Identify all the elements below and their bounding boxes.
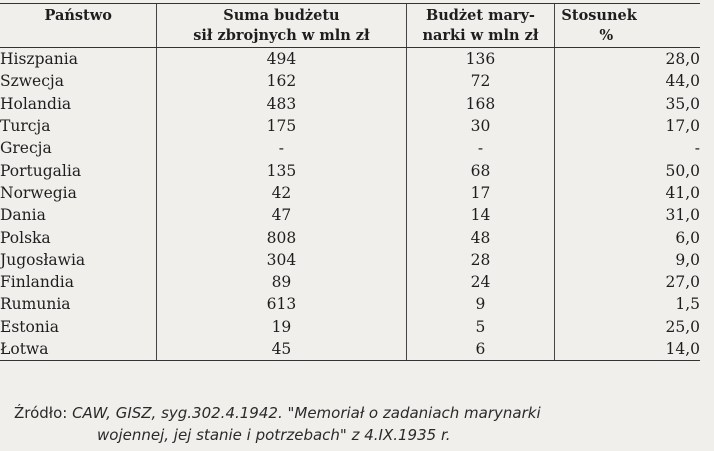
cell-country: Hiszpania xyxy=(0,50,78,69)
cell-country: Finlandia xyxy=(0,273,74,292)
table-row xyxy=(0,338,700,361)
header-ratio-line1: Stosunek xyxy=(561,7,637,24)
header-navy-budget xyxy=(406,4,555,48)
cell-navy-budget: 17 xyxy=(406,182,555,204)
cell-total-budget: - xyxy=(157,137,406,159)
cell-navy-budget: 24 xyxy=(406,271,555,293)
cell-navy-budget: 68 xyxy=(406,159,555,181)
cell-country: Portugalia xyxy=(0,161,82,180)
cell-ratio: 17,0 xyxy=(555,115,700,137)
cell-ratio: 1,5 xyxy=(555,293,700,315)
header-navy-line2: narki w mln zł xyxy=(422,27,539,44)
cell-country: Turcja xyxy=(0,117,51,136)
cell-ratio: 41,0 xyxy=(555,182,700,204)
cell-total-budget: 175 xyxy=(157,115,406,137)
cell-navy-budget: 136 xyxy=(406,48,555,71)
table-row xyxy=(0,316,700,338)
cell-country: Szwecja xyxy=(0,72,64,91)
source-note xyxy=(14,402,714,446)
cell-country: Łotwa xyxy=(0,338,157,361)
table-row xyxy=(0,293,700,315)
header-total-line1: Suma budżetu xyxy=(223,7,340,24)
cell-country: Grecja xyxy=(0,139,52,158)
cell-total-budget: 89 xyxy=(157,271,406,293)
table-row xyxy=(0,48,700,71)
cell-ratio: 31,0 xyxy=(555,204,700,226)
cell-ratio: 6,0 xyxy=(555,226,700,248)
cell-total-budget: 483 xyxy=(157,93,406,115)
table-row xyxy=(0,204,700,226)
header-country-label: Państwo xyxy=(44,7,112,24)
header-ratio xyxy=(555,4,700,48)
cell-ratio: 25,0 xyxy=(555,316,700,338)
header-country xyxy=(0,4,157,48)
cell-total-budget: 135 xyxy=(157,159,406,181)
table-body xyxy=(0,48,700,361)
table-header-row xyxy=(0,4,700,48)
cell-total-budget: 808 xyxy=(157,226,406,248)
cell-total-budget: 494 xyxy=(157,48,406,71)
cell-ratio: 14,0 xyxy=(555,338,700,361)
cell-country: Dania xyxy=(0,206,46,225)
cell-navy-budget: - xyxy=(406,137,555,159)
cell-navy-budget: 168 xyxy=(406,93,555,115)
cell-country: Polska xyxy=(0,228,51,247)
header-navy-line1: Budżet mary- xyxy=(425,7,535,24)
cell-total-budget: 613 xyxy=(157,293,406,315)
cell-navy-budget: 28 xyxy=(406,249,555,271)
cell-country: Rumunia xyxy=(0,295,71,314)
cell-country: Jugosławia xyxy=(0,250,86,269)
cell-ratio: 9,0 xyxy=(555,249,700,271)
cell-navy-budget: 48 xyxy=(406,226,555,248)
cell-navy-budget: 5 xyxy=(406,316,555,338)
cell-total-budget: 42 xyxy=(157,182,406,204)
cell-ratio: 28,0 xyxy=(555,48,700,71)
table-row xyxy=(0,249,700,271)
cell-ratio: 27,0 xyxy=(555,271,700,293)
source-line1: CAW, GISZ, syg.302.4.1942. "Memoriał o zadaniach marynarki xyxy=(72,404,541,422)
source-line2: wojennej, jej stanie i potrzebach" z 4.IX.1935 r. xyxy=(97,426,451,444)
cell-country: Holandia xyxy=(0,94,72,113)
cell-ratio: 35,0 xyxy=(555,93,700,115)
header-total-line2: sił zbrojnych w mln zł xyxy=(193,27,370,44)
cell-navy-budget: 14 xyxy=(406,204,555,226)
cell-ratio: - xyxy=(555,137,700,159)
cell-ratio: 44,0 xyxy=(555,70,700,92)
cell-ratio: 50,0 xyxy=(555,159,700,181)
header-ratio-line2: % xyxy=(599,27,614,44)
budget-table xyxy=(0,3,700,361)
cell-total-budget: 162 xyxy=(157,70,406,92)
table-row xyxy=(0,182,700,204)
cell-total-budget: 47 xyxy=(157,204,406,226)
table-row xyxy=(0,226,700,248)
cell-country: Norwegia xyxy=(0,183,77,202)
table-row xyxy=(0,159,700,181)
table-row xyxy=(0,93,700,115)
table-row xyxy=(0,271,700,293)
cell-total-budget: 19 xyxy=(157,316,406,338)
cell-navy-budget: 6 xyxy=(406,338,555,361)
cell-country: Estonia xyxy=(0,317,60,336)
cell-total-budget: 45 xyxy=(157,338,406,361)
table-row xyxy=(0,70,700,92)
cell-navy-budget: 30 xyxy=(406,115,555,137)
cell-navy-budget: 9 xyxy=(406,293,555,315)
cell-total-budget: 304 xyxy=(157,249,406,271)
cell-navy-budget: 72 xyxy=(406,70,555,92)
header-total-budget xyxy=(157,4,406,48)
table-row xyxy=(0,137,700,159)
table-row xyxy=(0,115,700,137)
source-prefix: Źródło: xyxy=(14,404,73,422)
